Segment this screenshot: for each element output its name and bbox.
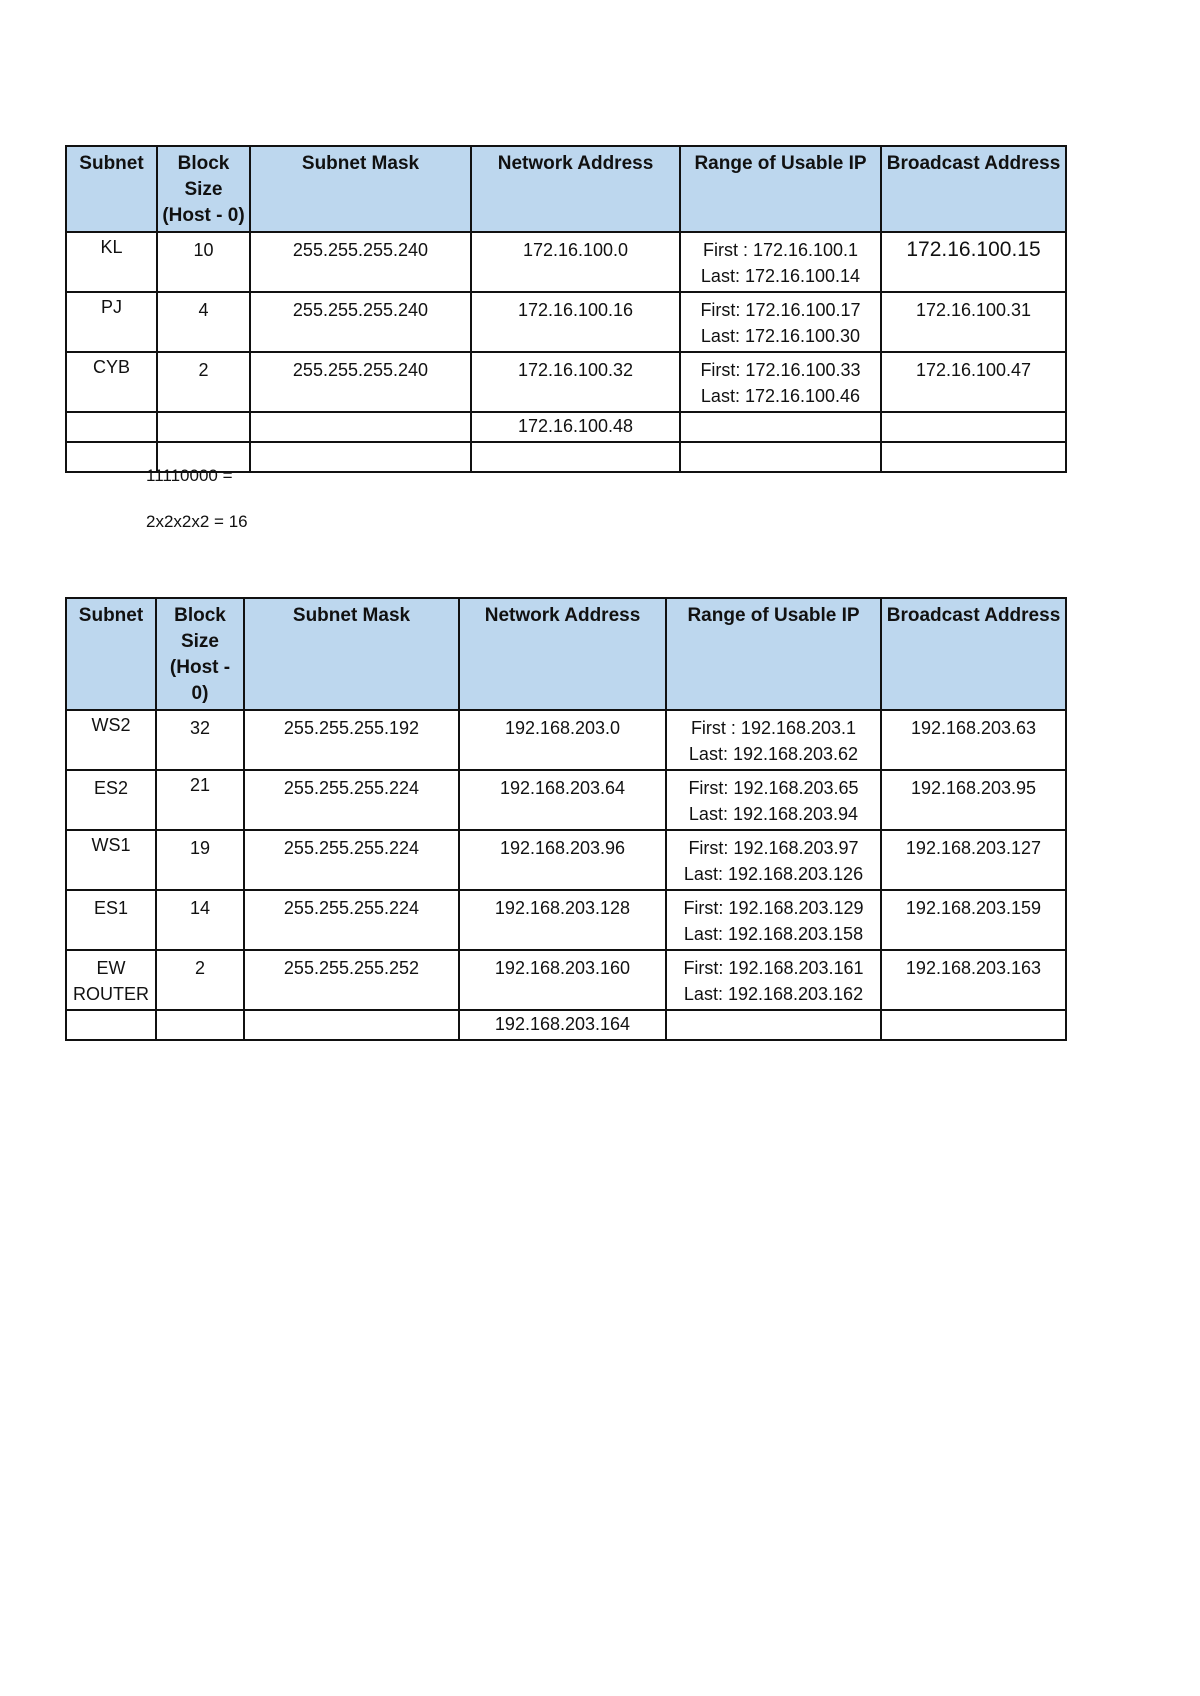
cell-subnet [66, 950, 156, 1010]
cell-broadcast-address: 192.168.203.159 [881, 890, 1066, 950]
cell-block-size: 32 [156, 710, 244, 770]
last-ip: Last: 192.168.203.158 [683, 924, 864, 944]
cell-broadcast-address [881, 412, 1066, 442]
calc-note: 2x2x2x2 = 16 [146, 512, 248, 531]
cell-broadcast-address: 192.168.203.127 [881, 830, 1066, 890]
subnet-line-1: EW [96, 958, 126, 978]
header-block-size: Block Size (Host - 0) [157, 146, 250, 232]
header-row [66, 146, 1066, 232]
cell-subnet: WS1 [66, 830, 156, 890]
cell-broadcast-address: 172.16.100.15 [881, 232, 1066, 292]
cell-broadcast-address: 172.16.100.47 [881, 352, 1066, 412]
header-subnet: Subnet [66, 598, 156, 710]
header-row [66, 598, 1066, 710]
cell-subnet-mask: 255.255.255.224 [244, 890, 459, 950]
cell-network-address [471, 442, 680, 472]
cell-network-address: 172.16.100.48 [471, 412, 680, 442]
cell-network-address: 172.16.100.0 [471, 232, 680, 292]
cell-broadcast-address: 192.168.203.95 [881, 770, 1066, 830]
table-row [66, 232, 1066, 292]
subnet-table-2 [65, 597, 1067, 1041]
cell-block-size: 14 [156, 890, 244, 950]
cell-subnet-mask: 255.255.255.240 [250, 292, 471, 352]
cell-broadcast-address: 172.16.100.31 [881, 292, 1066, 352]
cell-subnet-mask: 255.255.255.224 [244, 830, 459, 890]
cell-subnet: WS2 [66, 710, 156, 770]
last-ip: Last: 192.168.203.62 [688, 744, 859, 764]
cell-usable-range [666, 950, 881, 1010]
cell-network-address: 192.168.203.164 [459, 1010, 666, 1040]
cell-broadcast-address: 192.168.203.163 [881, 950, 1066, 1010]
cell-block-size: 19 [156, 830, 244, 890]
cell-subnet-mask: 255.255.255.240 [250, 352, 471, 412]
cell-network-address: 192.168.203.160 [459, 950, 666, 1010]
first-ip: First: 192.168.203.65 [688, 778, 859, 798]
header-broadcast-address: Broadcast Address [881, 146, 1066, 232]
last-ip: Last: 172.16.100.30 [700, 326, 861, 346]
cell-usable-range [680, 412, 881, 442]
cell-subnet-mask: 255.255.255.192 [244, 710, 459, 770]
cell-usable-range [666, 710, 881, 770]
cell-usable-range [680, 292, 881, 352]
table-row [66, 770, 1066, 830]
cell-network-address: 172.16.100.32 [471, 352, 680, 412]
cell-broadcast-address [881, 442, 1066, 472]
cell-network-address: 192.168.203.0 [459, 710, 666, 770]
header-usable-range: Range of Usable IP [680, 146, 881, 232]
first-ip: First: 192.168.203.97 [688, 838, 859, 858]
cell-subnet-mask [250, 442, 471, 472]
header-network-address: Network Address [459, 598, 666, 710]
cell-broadcast-address [881, 1010, 1066, 1040]
cell-usable-range [666, 1010, 881, 1040]
cell-subnet [66, 442, 157, 472]
cell-subnet: KL [66, 232, 157, 292]
cell-block-size: 4 [157, 292, 250, 352]
cell-usable-range [680, 442, 881, 472]
last-ip: Last: 192.168.203.126 [683, 864, 864, 884]
cell-subnet [66, 412, 157, 442]
last-ip: Last: 172.16.100.46 [700, 386, 861, 406]
subnet-line-2: ROUTER [73, 984, 149, 1004]
header-block-size: Block Size (Host - 0) [156, 598, 244, 710]
cell-subnet-mask [250, 412, 471, 442]
cell-block-size [156, 1010, 244, 1040]
table-row [66, 292, 1066, 352]
cell-subnet-mask: 255.255.255.252 [244, 950, 459, 1010]
cell-network-address: 192.168.203.96 [459, 830, 666, 890]
cell-usable-range [680, 232, 881, 292]
cell-network-address: 192.168.203.128 [459, 890, 666, 950]
header-subnet-mask: Subnet Mask [244, 598, 459, 710]
binary-note: 11110000 = [146, 466, 233, 485]
table-row [66, 890, 1066, 950]
table-row [66, 950, 1066, 1010]
cell-subnet-mask [244, 1010, 459, 1040]
header-broadcast-address: Broadcast Address [881, 598, 1066, 710]
header-network-address: Network Address [471, 146, 680, 232]
first-ip: First: 172.16.100.33 [700, 360, 861, 380]
header-subnet: Subnet [66, 146, 157, 232]
cell-subnet: PJ [66, 292, 157, 352]
cell-block-size [157, 412, 250, 442]
cell-subnet [66, 1010, 156, 1040]
last-ip: Last: 192.168.203.94 [688, 804, 859, 824]
table-row [66, 830, 1066, 890]
header-usable-range: Range of Usable IP [666, 598, 881, 710]
cell-block-size: 10 [157, 232, 250, 292]
last-ip: Last: 172.16.100.14 [700, 266, 861, 286]
cell-usable-range [666, 830, 881, 890]
cell-subnet-mask: 255.255.255.224 [244, 770, 459, 830]
cell-block-size: 21 [156, 770, 244, 830]
header-subnet-mask: Subnet Mask [250, 146, 471, 232]
cell-subnet: ES1 [66, 890, 156, 950]
table-row [66, 352, 1066, 412]
last-ip: Last: 192.168.203.162 [683, 984, 864, 1004]
first-ip: First: 192.168.203.129 [683, 898, 864, 918]
cell-usable-range [666, 770, 881, 830]
cell-network-address: 172.16.100.16 [471, 292, 680, 352]
cell-network-address: 192.168.203.64 [459, 770, 666, 830]
table-row [66, 1010, 1066, 1040]
cell-block-size: 2 [157, 352, 250, 412]
first-ip: First : 192.168.203.1 [690, 718, 857, 738]
cell-subnet-mask: 255.255.255.240 [250, 232, 471, 292]
first-ip: First: 192.168.203.161 [683, 958, 864, 978]
table-row [66, 710, 1066, 770]
cell-block-size: 2 [156, 950, 244, 1010]
cell-broadcast-address: 192.168.203.63 [881, 710, 1066, 770]
first-ip: First: 172.16.100.17 [700, 300, 861, 320]
table-row [66, 412, 1066, 442]
cell-usable-range [666, 890, 881, 950]
cell-usable-range [680, 352, 881, 412]
subnet-table-1 [65, 145, 1067, 473]
cell-subnet: CYB [66, 352, 157, 412]
first-ip: First : 172.16.100.1 [702, 240, 859, 260]
cell-subnet: ES2 [66, 770, 156, 830]
